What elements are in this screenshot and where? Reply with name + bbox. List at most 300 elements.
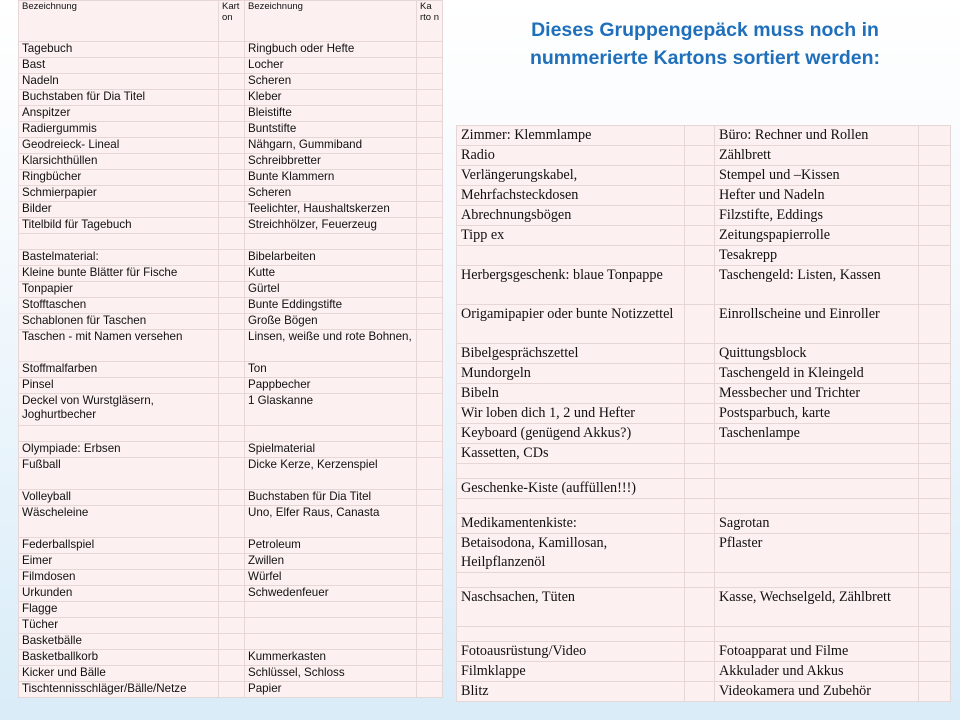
left-packing-table <box>18 0 443 698</box>
item-cell <box>19 234 219 250</box>
table-row <box>457 226 951 246</box>
item-cell: Quittungsblock <box>715 344 919 364</box>
karton-cell <box>685 662 715 682</box>
item-cell: Würfel <box>245 570 417 586</box>
table-row <box>19 90 443 106</box>
table-row <box>457 479 951 499</box>
karton-cell <box>919 514 951 534</box>
karton-cell <box>919 384 951 404</box>
karton-cell <box>417 602 443 618</box>
karton-cell <box>919 444 951 464</box>
item-cell <box>715 627 919 642</box>
item-cell: Große Bögen <box>245 314 417 330</box>
karton-cell <box>219 650 245 666</box>
table-row <box>19 298 443 314</box>
karton-cell <box>919 206 951 226</box>
karton-cell <box>417 74 443 90</box>
table-row <box>19 586 443 602</box>
item-cell: Klarsichthüllen <box>19 154 219 170</box>
heading-line-1: Dieses Gruppengepäck muss noch in <box>531 19 879 41</box>
karton-cell <box>685 499 715 514</box>
karton-cell <box>219 490 245 506</box>
table-row <box>19 266 443 282</box>
karton-cell <box>685 305 715 344</box>
karton-cell <box>685 166 715 186</box>
item-cell: Dicke Kerze, Kerzenspiel <box>245 458 417 490</box>
item-cell: Kicker und Bälle <box>19 666 219 682</box>
item-cell: Büro: Rechner und Rollen <box>715 126 919 146</box>
karton-cell <box>685 573 715 588</box>
karton-cell <box>685 226 715 246</box>
item-cell <box>245 602 417 618</box>
item-cell: Einrollscheine und Einroller <box>715 305 919 344</box>
karton-cell <box>417 138 443 154</box>
karton-cell <box>219 170 245 186</box>
karton-cell <box>219 570 245 586</box>
item-cell: Buchstaben für Dia Titel <box>245 490 417 506</box>
item-cell: Pinsel <box>19 378 219 394</box>
karton-cell <box>919 642 951 662</box>
karton-cell <box>219 394 245 426</box>
item-cell: Kleber <box>245 90 417 106</box>
page-heading <box>470 16 940 72</box>
karton-cell <box>219 234 245 250</box>
item-cell: Blitz <box>457 682 685 702</box>
karton-cell <box>417 666 443 682</box>
karton-cell <box>417 250 443 266</box>
table-row <box>19 138 443 154</box>
item-cell <box>715 479 919 499</box>
item-cell: Kummerkasten <box>245 650 417 666</box>
item-cell: Bastelmaterial: <box>19 250 219 266</box>
karton-cell <box>219 362 245 378</box>
table-row <box>19 426 443 442</box>
item-cell: Messbecher und Trichter <box>715 384 919 404</box>
karton-cell <box>417 234 443 250</box>
table-row <box>457 682 951 702</box>
karton-cell <box>919 364 951 384</box>
item-cell <box>245 618 417 634</box>
karton-cell <box>219 330 245 362</box>
item-cell: Ringbücher <box>19 170 219 186</box>
table-row <box>19 154 443 170</box>
karton-cell <box>919 534 951 573</box>
karton-cell <box>685 424 715 444</box>
item-cell: Teelichter, Haushaltskerzen <box>245 202 417 218</box>
karton-cell <box>685 514 715 534</box>
table-row <box>457 404 951 424</box>
karton-cell <box>417 154 443 170</box>
item-cell: Herbergsgeschenk: blaue Tonpappe <box>457 266 685 305</box>
table-row <box>19 458 443 490</box>
karton-cell <box>219 538 245 554</box>
item-cell: Papier <box>245 682 417 698</box>
table-row <box>457 573 951 588</box>
item-cell: Tischtennisschläger/Bälle/Netze <box>19 682 219 698</box>
item-cell: Ton <box>245 362 417 378</box>
item-cell: Eimer <box>19 554 219 570</box>
item-cell: Urkunden <box>19 586 219 602</box>
item-cell <box>245 234 417 250</box>
karton-cell <box>919 464 951 479</box>
karton-cell <box>219 58 245 74</box>
item-cell: Linsen, weiße und rote Bohnen, <box>245 330 417 362</box>
item-cell: Fotoausrüstung/Video <box>457 642 685 662</box>
table-row <box>19 618 443 634</box>
table-row <box>19 218 443 234</box>
karton-cell <box>219 458 245 490</box>
karton-cell <box>685 146 715 166</box>
table-row <box>19 58 443 74</box>
table-row <box>19 570 443 586</box>
table-row <box>19 602 443 618</box>
item-cell <box>457 499 685 514</box>
table-row <box>19 282 443 298</box>
table-row <box>457 344 951 364</box>
table-row <box>457 662 951 682</box>
karton-cell <box>685 206 715 226</box>
item-cell: Scheren <box>245 186 417 202</box>
karton-cell <box>417 538 443 554</box>
item-cell: Videokamera und Zubehör <box>715 682 919 702</box>
table-row <box>19 394 443 426</box>
item-cell: Betaisodona, Kamillosan, Heilpflanzenöl <box>457 534 685 573</box>
table-row <box>457 166 951 186</box>
item-cell: Bibelgesprächszettel <box>457 344 685 364</box>
item-cell: Hefter und Nadeln <box>715 186 919 206</box>
right-packing-table <box>456 125 951 702</box>
item-cell: Tagebuch <box>19 42 219 58</box>
table-row <box>19 650 443 666</box>
karton-cell <box>219 634 245 650</box>
item-cell: Stoffmalfarben <box>19 362 219 378</box>
karton-cell <box>685 364 715 384</box>
item-cell <box>457 573 685 588</box>
karton-cell <box>219 154 245 170</box>
karton-cell <box>417 458 443 490</box>
karton-cell <box>219 618 245 634</box>
left-table-header <box>19 1 443 42</box>
item-cell: Volleyball <box>19 490 219 506</box>
item-cell: Nähgarn, Gummiband <box>245 138 417 154</box>
karton-cell <box>685 344 715 364</box>
karton-cell <box>685 266 715 305</box>
item-cell: Pappbecher <box>245 378 417 394</box>
item-cell: Buchstaben für Dia Titel <box>19 90 219 106</box>
item-cell: Federballspiel <box>19 538 219 554</box>
header-bezeichnung-1: Bezeichnung <box>19 1 219 42</box>
item-cell: Zwillen <box>245 554 417 570</box>
item-cell: Schreibbretter <box>245 154 417 170</box>
karton-cell <box>219 266 245 282</box>
item-cell <box>457 464 685 479</box>
header-bezeichnung-2: Bezeichnung <box>245 1 417 42</box>
item-cell: Kutte <box>245 266 417 282</box>
item-cell: Keyboard (genügend Akkus?) <box>457 424 685 444</box>
item-cell: Mundorgeln <box>457 364 685 384</box>
item-cell: Pflaster <box>715 534 919 573</box>
table-row <box>457 464 951 479</box>
item-cell: Verlängerungskabel, <box>457 166 685 186</box>
item-cell: Tücher <box>19 618 219 634</box>
karton-cell <box>219 554 245 570</box>
item-cell: Anspitzer <box>19 106 219 122</box>
table-row <box>19 634 443 650</box>
karton-cell <box>417 426 443 442</box>
item-cell: Flagge <box>19 602 219 618</box>
table-row <box>457 499 951 514</box>
item-cell: Mehrfachsteckdosen <box>457 186 685 206</box>
item-cell: Locher <box>245 58 417 74</box>
karton-cell <box>219 378 245 394</box>
item-cell: Uno, Elfer Raus, Canasta <box>245 506 417 538</box>
karton-cell <box>919 305 951 344</box>
item-cell: Geodreieck- Lineal <box>19 138 219 154</box>
item-cell: Filmklappe <box>457 662 685 682</box>
karton-cell <box>417 170 443 186</box>
item-cell: 1 Glaskanne <box>245 394 417 426</box>
item-cell: Schlüssel, Schloss <box>245 666 417 682</box>
item-cell: Bibeln <box>457 384 685 404</box>
item-cell: Nadeln <box>19 74 219 90</box>
item-cell <box>715 573 919 588</box>
karton-cell <box>685 627 715 642</box>
karton-cell <box>685 534 715 573</box>
item-cell: Bleistifte <box>245 106 417 122</box>
karton-cell <box>685 464 715 479</box>
karton-cell <box>219 586 245 602</box>
item-cell: Petroleum <box>245 538 417 554</box>
karton-cell <box>219 202 245 218</box>
karton-cell <box>417 442 443 458</box>
item-cell: Sagrotan <box>715 514 919 534</box>
item-cell: Taschen - mit Namen versehen <box>19 330 219 362</box>
karton-cell <box>417 202 443 218</box>
karton-cell <box>685 682 715 702</box>
item-cell: Fotoapparat und Filme <box>715 642 919 662</box>
item-cell: Bunte Eddingstifte <box>245 298 417 314</box>
table-row <box>19 682 443 698</box>
karton-cell <box>219 666 245 682</box>
karton-cell <box>919 404 951 424</box>
table-row <box>19 42 443 58</box>
item-cell <box>245 634 417 650</box>
karton-cell <box>919 166 951 186</box>
table-row <box>457 206 951 226</box>
table-row <box>19 122 443 138</box>
karton-cell <box>685 479 715 499</box>
item-cell <box>715 444 919 464</box>
item-cell: Bibelarbeiten <box>245 250 417 266</box>
item-cell: Deckel von Wurstgläsern, Joghurtbecher <box>19 394 219 426</box>
item-cell: Gürtel <box>245 282 417 298</box>
item-cell: Zählbrett <box>715 146 919 166</box>
karton-cell <box>919 627 951 642</box>
karton-cell <box>417 314 443 330</box>
item-cell: Kassetten, CDs <box>457 444 685 464</box>
karton-cell <box>219 218 245 234</box>
karton-cell <box>417 362 443 378</box>
item-cell: Buntstifte <box>245 122 417 138</box>
table-row <box>457 126 951 146</box>
table-row <box>19 106 443 122</box>
item-cell: Fußball <box>19 458 219 490</box>
heading-line-2: nummerierte Kartons sortiert werden: <box>529 47 880 69</box>
table-row <box>457 384 951 404</box>
item-cell: Akkulader und Akkus <box>715 662 919 682</box>
karton-cell <box>685 444 715 464</box>
table-row <box>19 186 443 202</box>
karton-cell <box>417 90 443 106</box>
karton-cell <box>219 122 245 138</box>
item-cell: Abrechnungsbögen <box>457 206 685 226</box>
karton-cell <box>685 642 715 662</box>
item-cell: Zeitungspapierrolle <box>715 226 919 246</box>
item-cell: Scheren <box>245 74 417 90</box>
karton-cell <box>685 186 715 206</box>
table-row <box>457 246 951 266</box>
karton-cell <box>919 344 951 364</box>
item-cell: Basketballkorb <box>19 650 219 666</box>
table-row <box>457 364 951 384</box>
table-row <box>19 538 443 554</box>
karton-cell <box>919 573 951 588</box>
table-row <box>457 534 951 573</box>
karton-cell <box>219 282 245 298</box>
karton-cell <box>417 618 443 634</box>
table-row <box>19 506 443 538</box>
karton-cell <box>417 650 443 666</box>
item-cell: Schmierpapier <box>19 186 219 202</box>
karton-cell <box>417 42 443 58</box>
table-row <box>457 444 951 464</box>
item-cell: Titelbild für Tagebuch <box>19 218 219 234</box>
karton-cell <box>219 442 245 458</box>
item-cell: Wäscheleine <box>19 506 219 538</box>
karton-cell <box>417 490 443 506</box>
karton-cell <box>685 246 715 266</box>
karton-cell <box>919 246 951 266</box>
table-row <box>19 314 443 330</box>
table-row <box>457 305 951 344</box>
item-cell: Zimmer: Klemmlampe <box>457 126 685 146</box>
karton-cell <box>417 58 443 74</box>
item-cell: Bilder <box>19 202 219 218</box>
karton-cell <box>685 588 715 627</box>
table-row <box>19 250 443 266</box>
header-karton-2: Ka rto n <box>417 1 443 42</box>
header-karton-1: Kart on <box>219 1 245 42</box>
karton-cell <box>219 682 245 698</box>
karton-cell <box>417 218 443 234</box>
item-cell: Bunte Klammern <box>245 170 417 186</box>
table-row <box>457 588 951 627</box>
item-cell: Wir loben dich 1, 2 und Hefter <box>457 404 685 424</box>
karton-cell <box>417 586 443 602</box>
item-cell: Naschsachen, Tüten <box>457 588 685 627</box>
table-row <box>19 170 443 186</box>
karton-cell <box>219 298 245 314</box>
item-cell: Medikamentenkiste: <box>457 514 685 534</box>
table-row <box>457 266 951 305</box>
karton-cell <box>685 404 715 424</box>
karton-cell <box>417 282 443 298</box>
item-cell <box>457 627 685 642</box>
item-cell: Kleine bunte Blätter für Fische <box>19 266 219 282</box>
karton-cell <box>919 479 951 499</box>
table-row <box>19 330 443 362</box>
item-cell: Basketbälle <box>19 634 219 650</box>
karton-cell <box>219 138 245 154</box>
table-row <box>19 378 443 394</box>
item-cell: Stempel und –Kissen <box>715 166 919 186</box>
karton-cell <box>417 266 443 282</box>
item-cell: Schablonen für Taschen <box>19 314 219 330</box>
karton-cell <box>219 186 245 202</box>
item-cell: Olympiade: Erbsen <box>19 442 219 458</box>
table-row <box>457 627 951 642</box>
karton-cell <box>417 378 443 394</box>
table-row <box>19 234 443 250</box>
item-cell <box>457 246 685 266</box>
table-row <box>19 490 443 506</box>
table-row <box>19 362 443 378</box>
karton-cell <box>685 384 715 404</box>
item-cell: Bast <box>19 58 219 74</box>
table-row <box>457 424 951 444</box>
karton-cell <box>919 126 951 146</box>
karton-cell <box>417 570 443 586</box>
table-row <box>19 202 443 218</box>
karton-cell <box>417 634 443 650</box>
item-cell: Taschenlampe <box>715 424 919 444</box>
table-row <box>457 186 951 206</box>
item-cell: Radiergummis <box>19 122 219 138</box>
karton-cell <box>417 506 443 538</box>
item-cell: Geschenke-Kiste (auffüllen!!!) <box>457 479 685 499</box>
item-cell: Taschengeld: Listen, Kassen <box>715 266 919 305</box>
karton-cell <box>417 394 443 426</box>
karton-cell <box>919 424 951 444</box>
table-row <box>457 642 951 662</box>
karton-cell <box>919 682 951 702</box>
karton-cell <box>919 226 951 246</box>
table-row <box>19 442 443 458</box>
karton-cell <box>919 499 951 514</box>
karton-cell <box>919 266 951 305</box>
karton-cell <box>417 682 443 698</box>
karton-cell <box>919 186 951 206</box>
karton-cell <box>219 42 245 58</box>
item-cell: Spielmaterial <box>245 442 417 458</box>
item-cell <box>245 426 417 442</box>
karton-cell <box>919 662 951 682</box>
karton-cell <box>417 106 443 122</box>
karton-cell <box>219 74 245 90</box>
item-cell <box>715 499 919 514</box>
table-row <box>19 666 443 682</box>
karton-cell <box>417 122 443 138</box>
item-cell: Kasse, Wechselgeld, Zählbrett <box>715 588 919 627</box>
item-cell: Taschengeld in Kleingeld <box>715 364 919 384</box>
karton-cell <box>219 506 245 538</box>
karton-cell <box>685 126 715 146</box>
item-cell: Ringbuch oder Hefte <box>245 42 417 58</box>
table-row <box>19 554 443 570</box>
item-cell: Origamipapier oder bunte Notizzettel <box>457 305 685 344</box>
table-row <box>19 74 443 90</box>
table-row <box>457 146 951 166</box>
